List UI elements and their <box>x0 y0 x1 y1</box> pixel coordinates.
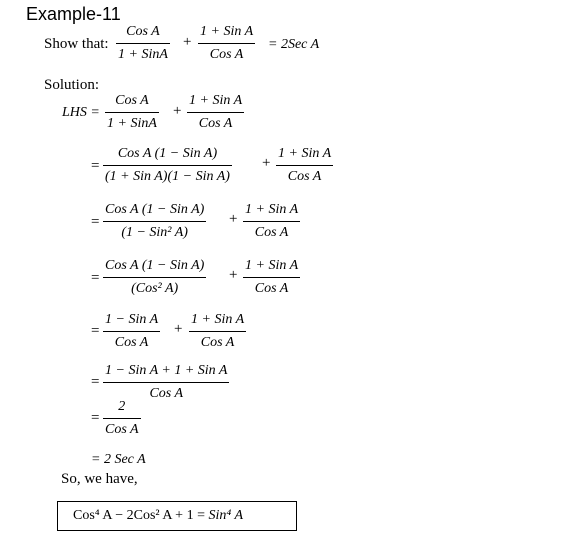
denominator: (1 + Sin A)(1 − Sin A) <box>105 169 230 184</box>
step-1-fraction-a <box>105 92 159 132</box>
problem-rhs: = 2Sec A <box>268 37 320 52</box>
fraction-bar <box>198 43 255 44</box>
plus-sign: + <box>183 34 192 50</box>
numerator: Cos A (1 − Sin A) <box>117 146 218 161</box>
step-5-fraction-b <box>189 311 246 351</box>
numerator: 1 + Sin A <box>245 258 299 273</box>
denominator: 1 + SinA <box>118 47 168 62</box>
fraction-bar <box>103 382 229 383</box>
fraction-bar <box>116 43 170 44</box>
step-1-fraction-b <box>187 92 244 132</box>
final-identity-box <box>57 501 297 531</box>
denominator: Cos A <box>105 422 139 437</box>
fraction-bar <box>189 331 246 332</box>
equals-sign: = <box>91 410 100 426</box>
fraction-bar <box>105 112 159 113</box>
numerator: 2 <box>118 399 126 414</box>
numerator: Cos A <box>115 93 149 108</box>
numerator: Cos A (1 − Sin A) <box>105 202 205 217</box>
equals-sign: = <box>91 323 100 339</box>
fraction-bar <box>103 418 141 419</box>
plus-sign: + <box>229 211 238 227</box>
step-2-fraction-b <box>276 145 333 185</box>
final-identity <box>73 508 243 524</box>
problem-fraction-2 <box>198 23 255 63</box>
final-identity-lhs: Cos⁴ A − 2Cos² A + 1 <box>73 508 194 523</box>
problem-fraction-1 <box>116 23 170 63</box>
fraction-bar <box>103 331 160 332</box>
numerator: 1 − Sin A + 1 + Sin A <box>105 363 228 378</box>
equals-sign: = <box>91 158 100 174</box>
denominator: Cos A <box>149 386 184 401</box>
denominator: Cos A <box>209 47 244 62</box>
numerator: 1 + Sin A <box>189 93 243 108</box>
denominator: Cos A <box>287 169 322 184</box>
equals-sign: = <box>91 374 100 390</box>
fraction-bar <box>276 165 333 166</box>
combined-fraction <box>103 362 229 402</box>
denominator: Cos A <box>198 116 233 131</box>
step-5-fraction-a <box>103 311 160 351</box>
final-identity-rhs: Sin⁴ A <box>208 508 244 523</box>
step-3-fraction-b <box>243 201 300 241</box>
denominator: Cos A <box>254 225 289 240</box>
final-identity-equals: = <box>197 508 205 523</box>
equals-sign: = <box>91 214 100 230</box>
denominator: Cos A <box>254 281 289 296</box>
numerator: 1 + Sin A <box>191 312 245 327</box>
fraction-bar <box>187 112 244 113</box>
denominator: Cos A <box>114 335 149 350</box>
step-4-fraction-b <box>243 257 300 297</box>
lhs-label: LHS = <box>62 105 100 120</box>
fraction-bar <box>243 277 300 278</box>
plus-sign: + <box>262 155 271 171</box>
numerator: 1 + Sin A <box>200 24 254 39</box>
fraction-bar <box>243 221 300 222</box>
step-3-fraction-a <box>103 201 206 241</box>
plus-sign: + <box>173 103 182 119</box>
result: = 2 Sec A <box>91 452 146 467</box>
show-that-label: Show that: <box>44 36 109 52</box>
example-title: Example-11 <box>26 4 121 24</box>
equals-sign: = <box>91 270 100 286</box>
solution-label: Solution: <box>44 77 100 93</box>
plus-sign: + <box>174 321 183 337</box>
fraction-bar <box>103 277 206 278</box>
denominator: (Cos² A) <box>131 281 179 296</box>
numerator: Cos A <box>126 24 160 39</box>
numerator: Cos A (1 − Sin A) <box>105 258 205 273</box>
plus-sign: + <box>229 267 238 283</box>
denominator: (1 − Sin² A) <box>121 225 188 240</box>
step-2-fraction-a <box>103 145 232 185</box>
simplified-fraction <box>103 398 141 438</box>
denominator: Cos A <box>200 335 235 350</box>
numerator: 1 + Sin A <box>245 202 299 217</box>
so-we-have-label: So, we have, <box>61 471 138 487</box>
step-4-fraction-a <box>103 257 206 297</box>
numerator: 1 − Sin A <box>105 312 159 327</box>
numerator: 1 + Sin A <box>278 146 332 161</box>
denominator: 1 + SinA <box>107 116 157 131</box>
fraction-bar <box>103 165 232 166</box>
fraction-bar <box>103 221 206 222</box>
